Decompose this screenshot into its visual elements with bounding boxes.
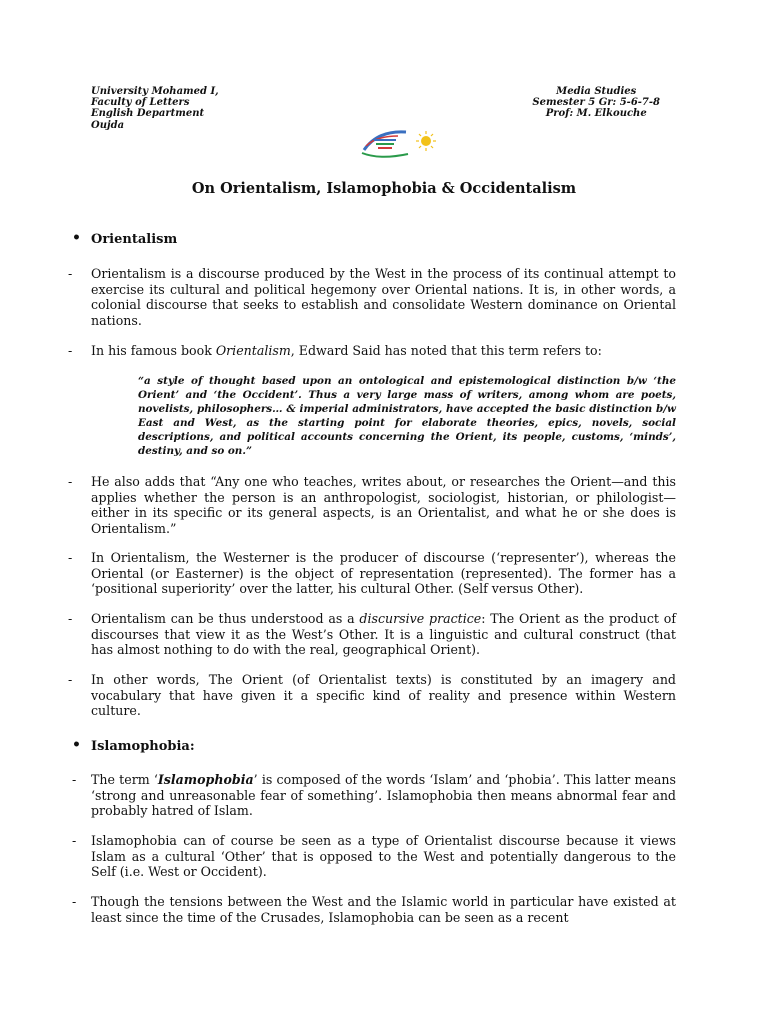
p2-after: , Edward Said has noted that this term refers to: <box>290 343 602 358</box>
header-city: Oujda <box>91 119 125 131</box>
said-quotation: “a style of thought based upon an ontological and epistemological distinction b/w ‘the Orient’ and ‘the Occident’. Thus a very large mass of writers, among whom are poets, novelists, philosophers… & imperial administrators, have accepted the basic distinction b/w East and West, as the starting point for elaborate theories, epics, novels, social descriptions, and political accounts concerning the Orient, its people, customs, ‘minds’, destiny, and so on.” <box>138 375 676 458</box>
header-university: University Mohamed I, <box>91 86 219 97</box>
header-faculty: Faculty of Letters <box>91 97 190 109</box>
orientalism-paragraph-6: In other words, The Orient (of Orientalist texts) is constituted by an imagery and vocabulary that have given it a specific kind of reality and presence within Western culture. <box>91 672 676 718</box>
islamophobia-paragraph-1 <box>91 772 676 819</box>
page-title: On Orientalism, Islamophobia & Occidentalism <box>191 180 577 197</box>
dash-marker: - <box>68 343 73 358</box>
i1-before: The term ‘ <box>91 772 158 787</box>
islamophobia-paragraph-2: Islamophobia can of course be seen as a type of Orientalist discourse because it views Islam as a cultural ‘Other’ that is opposed to the West and potentially dangerous to the Self (i.e. West or Occident). <box>91 833 676 879</box>
p5-before: Orientalism can be thus understood as a <box>91 611 360 626</box>
orientalism-paragraph-4: In Orientalism, the Westerner is the producer of discourse (‘representer’), whereas the Oriental (or Easterner) is the object of representation (represented). The former has a ‘positional superiority’ over the latter, his cultural Other. (Self versus Other). <box>91 550 676 596</box>
bullet-islamophobia: • <box>72 737 81 753</box>
dash-marker: - <box>68 611 73 626</box>
dash-marker: - <box>68 550 73 565</box>
header-semester: Semester 5 Gr: 5-6-7-8 <box>532 97 660 109</box>
dash-marker: - <box>72 833 77 848</box>
orientalism-paragraph-5 <box>91 611 676 658</box>
dash-marker: - <box>68 672 73 687</box>
institution-header <box>91 86 219 131</box>
orientalism-paragraph-3: He also adds that “Any one who teaches, writes about, or researches the Orient—and this applies whether the person is an anthropologist, sociologist, historian, or philologist—either in its specific or its general aspects, is an Orientalist, and what he or she does is Orientalism.” <box>91 474 676 536</box>
dash-marker: - <box>68 474 73 489</box>
islamophobia-term: Islamophobia <box>157 772 254 787</box>
bullet-orientalism: • <box>72 230 81 246</box>
p2-before: In his famous book <box>91 343 216 358</box>
university-logo-icon <box>358 126 440 162</box>
orientalism-paragraph-1: Orientalism is a discourse produced by the West in the process of its continual attempt to exercise its cultural and political hegemony over Oriental nations. It is, in other words, a colonial discourse that seeks to establish and consolidate Western dominance on Oriental nations. <box>91 266 676 328</box>
discursive-practice-term: discursive practice <box>359 611 482 626</box>
dash-marker: - <box>72 894 77 909</box>
orientalism-paragraph-2 <box>91 343 676 359</box>
header-professor: Prof: M. Elkouche <box>545 108 647 120</box>
section-heading-islamophobia: Islamophobia: <box>91 739 195 754</box>
course-header <box>532 86 660 120</box>
i1-after: ’ is composed of the words ‘Islam’ and ‘phobia’. This latter means ‘strong and unreasonable fear of something’. Islamophobia then means abnormal fear and probably hatred of Islam. <box>91 772 677 818</box>
header-department: English Department <box>91 108 205 120</box>
header-course: Media Studies <box>556 86 637 97</box>
islamophobia-paragraph-3: Though the tensions between the West and the Islamic world in particular have existed at least since the time of the Crusades, Islamophobia can be seen as a recent <box>91 894 676 925</box>
section-heading-orientalism: Orientalism <box>91 232 178 247</box>
dash-marker: - <box>72 772 77 787</box>
p5-after: : The Orient as the product of discourses that view it as the West’s Other. It is a linguistic and cultural construct (that has almost nothing to do with the real, geographical Orient). <box>91 611 676 657</box>
book-title: Orientalism <box>215 343 291 358</box>
dash-marker: - <box>68 266 73 281</box>
